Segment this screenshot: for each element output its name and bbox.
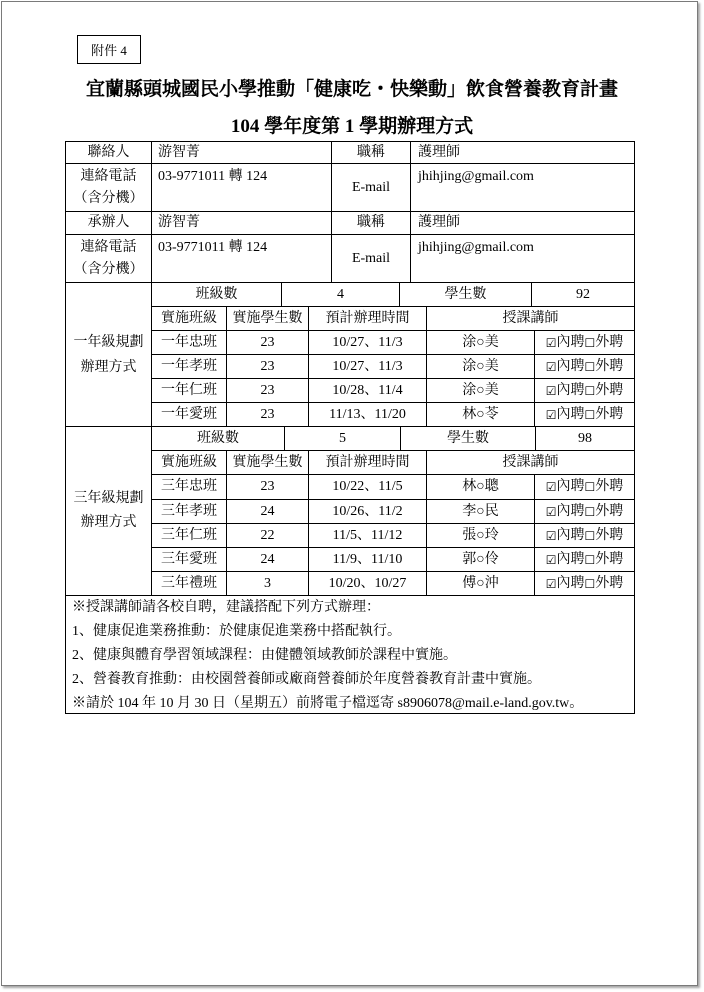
- checkbox-unchecked-icon: ☐: [584, 359, 596, 374]
- row-class: 一年愛班: [151, 402, 227, 427]
- row-instructor: 張○玲: [426, 523, 535, 548]
- student-count-label: 學生數: [399, 282, 532, 307]
- column-header-students: 實施學生數: [226, 306, 309, 331]
- row-hire-type: [534, 402, 635, 427]
- phone-label-text: 連絡電話: [80, 240, 137, 255]
- column-header-class: 實施班級: [151, 450, 227, 475]
- row-instructor: 涂○美: [426, 330, 535, 355]
- checkbox-unchecked-icon: ☐: [584, 504, 596, 519]
- checkbox-checked-icon: ☑: [545, 552, 557, 567]
- organizer-position-value: 護理師: [410, 211, 635, 235]
- column-header-class: 實施班級: [151, 306, 227, 331]
- checkbox-checked-icon: ☑: [545, 359, 557, 374]
- row-class: 三年禮班: [151, 571, 227, 596]
- row-hire-type: [534, 523, 635, 548]
- in-house-label: 內聘: [556, 382, 585, 398]
- row-students: 23: [226, 474, 309, 500]
- row-hire-type: [534, 474, 635, 500]
- student-count-label: 學生數: [400, 426, 536, 451]
- column-header-schedule: 預計辦理時間: [308, 306, 427, 331]
- row-students: 23: [226, 354, 309, 379]
- checkbox-unchecked-icon: ☐: [584, 576, 596, 591]
- row-class: 三年孝班: [151, 499, 227, 524]
- checkbox-unchecked-icon: ☐: [584, 552, 596, 567]
- note-line: ※請於 104 年 10 月 30 日（星期五）前將電子檔逕寄 s8906078@mail.e-land.gov.tw。: [72, 696, 584, 711]
- document-title: 宜蘭縣頭城國民小學推動「健康吃・快樂動」飲食營養教育計畫: [85, 79, 618, 100]
- checkbox-checked-icon: ☑: [545, 407, 557, 422]
- note-line: 2、營養教育推動：由校園營養師或廠商營養師於年度營養教育計畫中實施。: [72, 672, 541, 687]
- contact-phone-value: 03-9771011 轉 124: [151, 163, 332, 212]
- grade3-section-label: [65, 426, 152, 596]
- section-label-line1: 一年級規劃: [73, 334, 144, 350]
- in-house-label: 內聘: [556, 479, 585, 494]
- contact-person-name: 游智菁: [151, 141, 332, 164]
- row-schedule: 10/22、11/5: [308, 474, 427, 500]
- row-class: 三年忠班: [151, 474, 227, 500]
- phone-label-text: 連絡電話: [80, 169, 137, 184]
- row-class: 三年仁班: [151, 523, 227, 548]
- row-students: 3: [226, 571, 309, 596]
- contact-position-value: 護理師: [410, 141, 635, 164]
- checkbox-unchecked-icon: ☐: [584, 528, 596, 543]
- organizer-email-label: E-mail: [331, 234, 411, 283]
- organizer-email-value: jhihjing@gmail.com: [410, 234, 635, 283]
- row-class: 一年孝班: [151, 354, 227, 379]
- row-schedule: 10/27、11/3: [308, 354, 427, 379]
- class-count-value: 5: [284, 426, 401, 451]
- organizer-position-label: 職稱: [331, 211, 411, 235]
- checkbox-unchecked-icon: ☐: [584, 480, 596, 494]
- row-students: 24: [226, 499, 309, 524]
- note-line: ※授課講師請各校自聘，建議搭配下列方式辦理：: [72, 600, 380, 615]
- external-label: 外聘: [595, 382, 624, 398]
- external-label: 外聘: [595, 503, 624, 519]
- phone-label-note: （含分機）: [73, 262, 144, 277]
- row-instructor: 涂○美: [426, 354, 535, 379]
- in-house-label: 內聘: [556, 358, 585, 374]
- row-students: 23: [226, 330, 309, 355]
- note-line: 1、健康促進業務推動：於健康促進業務中搭配執行。: [72, 624, 401, 639]
- in-house-label: 內聘: [556, 527, 585, 543]
- row-instructor: 林○苓: [426, 402, 535, 427]
- checkbox-checked-icon: ☑: [545, 528, 557, 543]
- contact-person-label: 聯絡人: [65, 141, 152, 164]
- external-label: 外聘: [595, 527, 624, 543]
- in-house-label: 內聘: [556, 334, 585, 350]
- organizer-phone-value: 03-9771011 轉 124: [151, 234, 332, 283]
- section-label-line2: 辦理方式: [80, 359, 137, 375]
- external-label: 外聘: [595, 575, 624, 591]
- column-header-students: 實施學生數: [226, 450, 309, 475]
- notes-box: [65, 595, 635, 714]
- row-hire-type: [534, 499, 635, 524]
- row-class: 一年忠班: [151, 330, 227, 355]
- organizer-name: 游智菁: [151, 211, 332, 235]
- external-label: 外聘: [595, 406, 624, 422]
- checkbox-unchecked-icon: ☐: [584, 407, 596, 422]
- contact-phone-label: [65, 163, 152, 212]
- checkbox-unchecked-icon: ☐: [584, 335, 596, 350]
- checkbox-unchecked-icon: ☐: [584, 383, 596, 398]
- external-label: 外聘: [595, 479, 624, 494]
- row-class: 一年仁班: [151, 378, 227, 403]
- external-label: 外聘: [595, 334, 624, 350]
- in-house-label: 內聘: [556, 406, 585, 422]
- contact-email-value: jhihjing@gmail.com: [410, 163, 635, 212]
- in-house-label: 內聘: [556, 575, 585, 591]
- class-count-label: 班級數: [151, 426, 285, 451]
- row-hire-type: [534, 547, 635, 572]
- row-students: 23: [226, 402, 309, 427]
- organizer-label: 承辦人: [65, 211, 152, 235]
- checkbox-checked-icon: ☑: [545, 480, 557, 494]
- student-count-value: 92: [531, 282, 635, 307]
- section-label-line1: 三年級規劃: [73, 491, 144, 506]
- column-header-schedule: 預計辦理時間: [308, 450, 427, 475]
- organizer-phone-label: [65, 234, 152, 283]
- row-students: 24: [226, 547, 309, 572]
- note-line: 2、健康與體育學習領域課程：由健體領域教師於課程中實施。: [72, 648, 457, 663]
- checkbox-checked-icon: ☑: [545, 504, 557, 519]
- row-schedule: 10/26、11/2: [308, 499, 427, 524]
- checkbox-checked-icon: ☑: [545, 335, 557, 350]
- row-instructor: 林○聰: [426, 474, 535, 500]
- row-schedule: 10/27、11/3: [308, 330, 427, 355]
- plan-table: [65, 141, 635, 714]
- grade1-section-label: [65, 282, 152, 427]
- student-count-value: 98: [535, 426, 635, 451]
- class-count-value: 4: [281, 282, 400, 307]
- attachment-label: 附件 4: [77, 35, 141, 64]
- contact-email-label: E-mail: [331, 163, 411, 212]
- row-schedule: 11/13、11/20: [308, 402, 427, 427]
- row-instructor: 涂○美: [426, 378, 535, 403]
- in-house-label: 內聘: [556, 551, 585, 567]
- row-hire-type: [534, 571, 635, 596]
- row-schedule: 11/5、11/12: [308, 523, 427, 548]
- class-count-label: 班級數: [151, 282, 282, 307]
- in-house-label: 內聘: [556, 503, 585, 519]
- row-hire-type: [534, 354, 635, 379]
- checkbox-checked-icon: ☑: [545, 576, 557, 591]
- row-instructor: 李○民: [426, 499, 535, 524]
- phone-label-note: （含分機）: [73, 191, 144, 206]
- external-label: 外聘: [595, 358, 624, 374]
- column-header-instructor: 授課講師: [426, 306, 635, 331]
- section-label-line2: 辦理方式: [80, 515, 137, 530]
- row-instructor: 傅○沖: [426, 571, 535, 596]
- row-instructor: 郭○伶: [426, 547, 535, 572]
- row-schedule: 10/20、10/27: [308, 571, 427, 596]
- checkbox-checked-icon: ☑: [545, 383, 557, 398]
- document-subtitle: 104 學年度第 1 學期辦理方式: [230, 116, 474, 137]
- row-class: 三年愛班: [151, 547, 227, 572]
- row-hire-type: [534, 378, 635, 403]
- column-header-instructor: 授課講師: [426, 450, 635, 475]
- row-hire-type: [534, 330, 635, 355]
- external-label: 外聘: [595, 551, 624, 567]
- row-schedule: 11/9、11/10: [308, 547, 427, 572]
- contact-position-label: 職稱: [331, 141, 411, 164]
- row-schedule: 10/28、11/4: [308, 378, 427, 403]
- row-students: 23: [226, 378, 309, 403]
- row-students: 22: [226, 523, 309, 548]
